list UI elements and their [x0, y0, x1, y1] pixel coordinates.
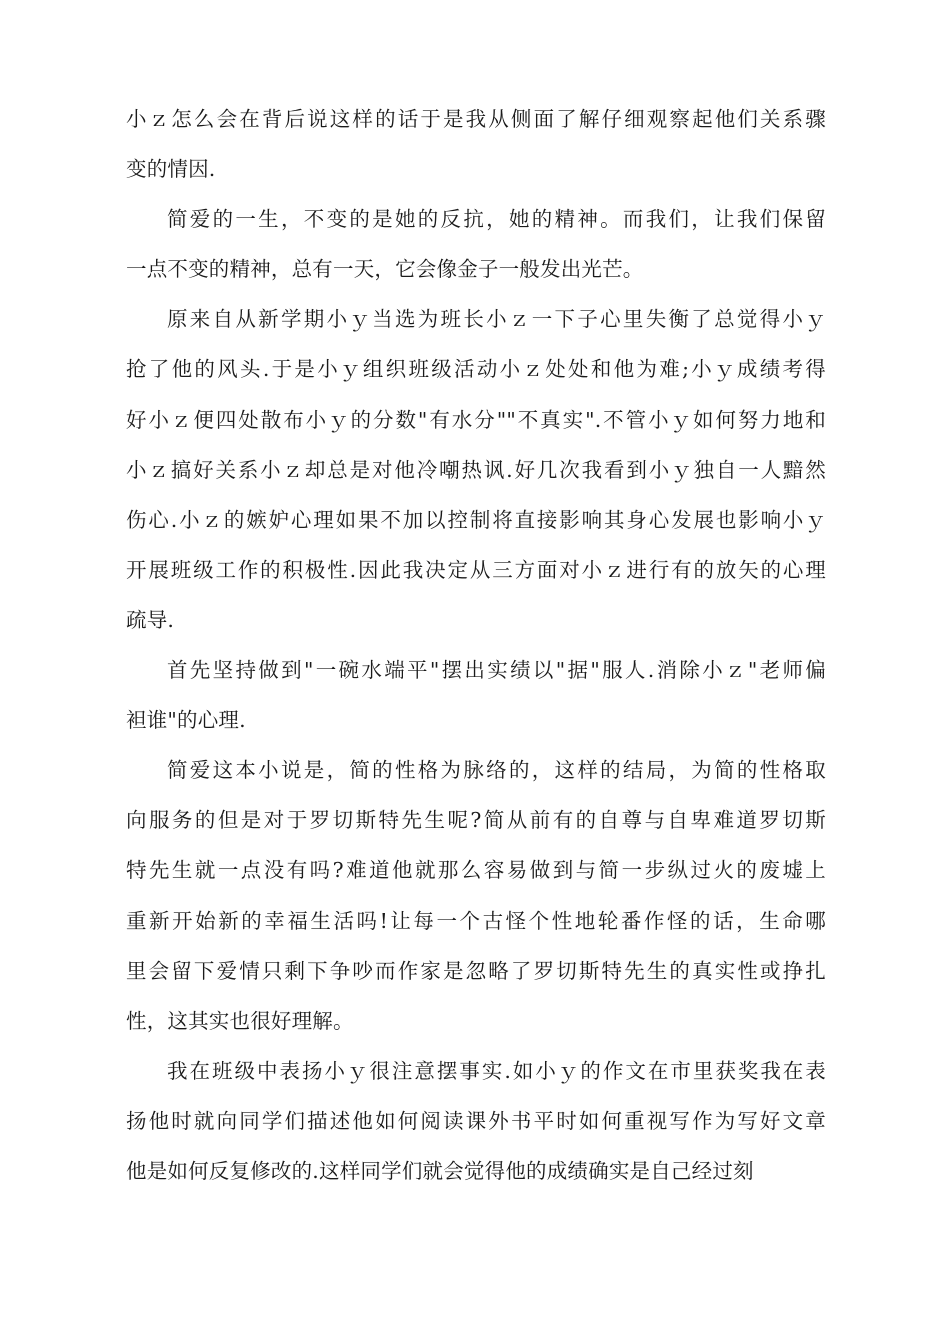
paragraph-5-line-5: 里会留下爱情只剩下争吵而作家是忽略了罗切斯特先生的真实性或挣扎	[126, 958, 826, 983]
paragraph-5-line-3: 特先生就一点没有吗?难道他就那么容易做到与简一步纵过火的废墟上	[126, 858, 826, 883]
document-body	[126, 100, 826, 1202]
paragraph-1-line-1: 小ｚ怎么会在背后说这样的话于是我从侧面了解仔细观察起他们关系骤	[126, 107, 826, 131]
paragraph-2-line-1: 简爱的一生，不变的是她的反抗，她的精神。而我们，让我们保留	[167, 207, 826, 232]
paragraph-3-line-4: 小ｚ搞好关系小ｚ却总是对他冷嘲热讽.好几次我看到小ｙ独自一人黯然	[126, 457, 826, 482]
paragraph-6-line-1: 我在班级中表扬小ｙ很注意摆事实.如小ｙ的作文在市里获奖我在表	[167, 1058, 826, 1083]
paragraph-4-line-1: 首先坚持做到"一碗水端平"摆出实绩以"据"服人.消除小ｚ"老师偏	[167, 658, 826, 683]
paragraph-3-line-3: 好小ｚ便四处散布小ｙ的分数"有水分""不真实".不管小ｙ如何努力地和	[126, 407, 826, 432]
paragraph-5-line-6: 性，这其实也很好理解。	[126, 1008, 354, 1033]
paragraph-6-line-2: 扬他时就向同学们描述他如何阅读课外书平时如何重视写作为写好文章	[126, 1108, 826, 1133]
paragraph-3-line-7: 疏导.	[126, 607, 175, 632]
paragraph-3-line-2: 抢了他的风头.于是小ｙ组织班级活动小ｚ处处和他为难;小ｙ成绩考得	[126, 357, 826, 382]
paragraph-4-line-2: 袒谁"的心理.	[126, 708, 246, 733]
paragraph-3-line-6: 开展班级工作的积极性.因此我决定从三方面对小ｚ进行有的放矢的心理	[126, 557, 826, 582]
paragraph-6-line-3: 他是如何反复修改的.这样同学们就会觉得他的成绩确实是自己经过刻	[126, 1158, 754, 1183]
paragraph-1-line-2: 变的情因.	[126, 157, 216, 182]
paragraph-5-line-2: 向服务的但是对于罗切斯特先生呢?简从前有的自尊与自卑难道罗切斯	[126, 808, 826, 833]
paragraph-3-line-5: 伤心.小ｚ的嫉妒心理如果不加以控制将直接影响其身心发展也影响小ｙ	[126, 507, 826, 532]
paragraph-2-line-2: 一点不变的精神，总有一天，它会像金子一般发出光芒。	[126, 257, 644, 282]
paragraph-5-line-1: 简爱这本小说是，简的性格为脉络的，这样的结局，为简的性格取	[167, 758, 826, 783]
paragraph-5-line-4: 重新开始新的幸福生活吗!让每一个古怪个性地轮番作怪的话，生命哪	[126, 908, 826, 933]
paragraph-3-line-1: 原来自从新学期小ｙ当选为班长小ｚ一下子心里失衡了总觉得小ｙ	[167, 307, 826, 332]
